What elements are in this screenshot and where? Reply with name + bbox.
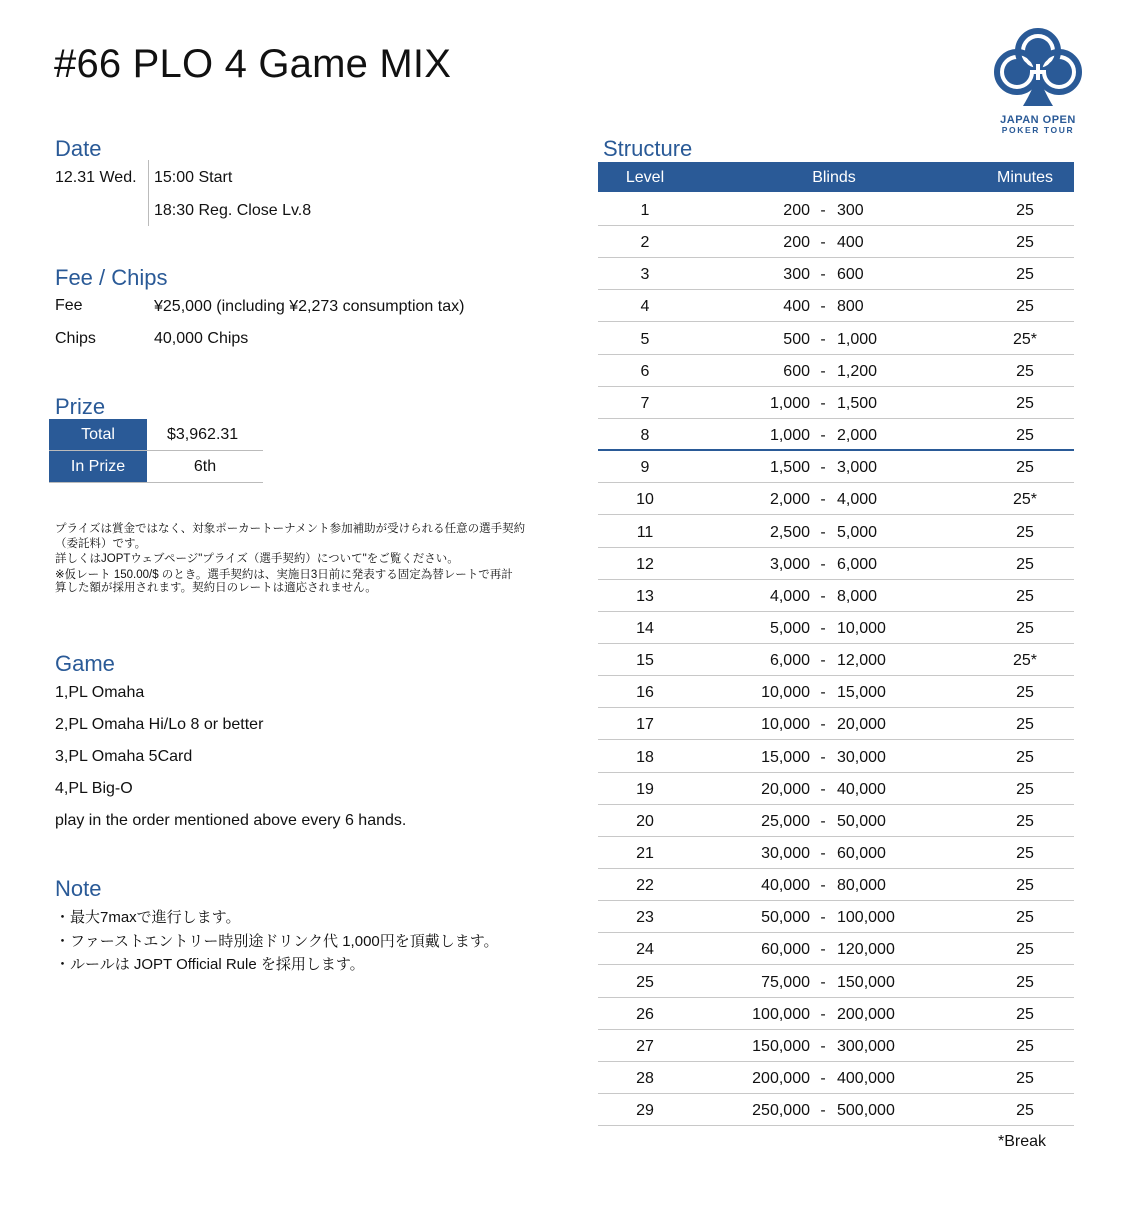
blind-separator: - (820, 780, 826, 798)
date-heading: Date (55, 136, 102, 161)
table-row (598, 805, 1074, 837)
small-blind-cell: 40,000 (761, 877, 810, 895)
big-blind-cell: 120,000 (837, 941, 895, 959)
small-blind-cell: 10,000 (761, 716, 810, 734)
big-blind-cell: 200,000 (837, 1005, 895, 1023)
blind-separator: - (820, 1102, 826, 1120)
level-cell: 28 (636, 1070, 654, 1088)
prize-inprize-label: In Prize (49, 451, 147, 482)
prize-note-line: ※仮レート 150.00/$ のとき。選手契約は、実施日3日前に発表する固定為替レートで再計 (55, 568, 513, 581)
prize-inprize-row (49, 451, 263, 483)
level-cell: 6 (640, 362, 650, 380)
page-title: #66 PLO 4 Game MIX (54, 42, 452, 86)
table-row (598, 966, 1074, 998)
club-logo-icon (993, 26, 1083, 112)
blind-separator: - (820, 523, 826, 541)
prize-note-line: （委託料）です。 (55, 537, 147, 550)
blind-separator: - (820, 362, 826, 380)
minutes-cell: 25 (1016, 1102, 1034, 1120)
minutes-cell: 25 (1016, 234, 1034, 252)
small-blind-cell: 4,000 (769, 587, 810, 605)
row-divider (598, 1125, 1074, 1126)
minutes-cell: 25 (1016, 1037, 1034, 1055)
blind-separator: - (820, 491, 826, 509)
small-blind-cell: 6,000 (769, 652, 810, 670)
table-row (598, 837, 1074, 869)
column-header-minutes: Minutes (996, 169, 1054, 186)
table-row (598, 580, 1074, 612)
big-blind-cell: 40,000 (837, 780, 886, 798)
small-blind-cell: 20,000 (761, 780, 810, 798)
big-blind-cell: 12,000 (837, 652, 886, 670)
minutes-cell: 25 (1016, 427, 1034, 445)
prize-note-line: 詳しくはJOPTウェブページ"プライズ（選手契約）について"をご覧ください。 (55, 553, 459, 565)
small-blind-cell: 2,500 (769, 523, 810, 541)
date-divider (148, 160, 149, 226)
level-cell: 9 (640, 459, 650, 477)
small-blind-cell: 600 (783, 362, 810, 380)
level-cell: 15 (636, 652, 654, 670)
blind-separator: - (820, 716, 826, 734)
prize-disclaimer (55, 522, 555, 597)
table-row (598, 387, 1074, 419)
blind-separator: - (820, 1037, 826, 1055)
big-blind-cell: 4,000 (837, 491, 878, 509)
date-reg-close: 18:30 Reg. Close Lv.8 (154, 202, 312, 219)
minutes-cell: 25 (1016, 459, 1034, 477)
big-blind-cell: 400,000 (837, 1070, 895, 1088)
game-item: 3,PL Omaha 5Card (55, 748, 193, 765)
blind-separator: - (820, 1005, 826, 1023)
small-blind-cell: 150,000 (752, 1037, 810, 1055)
table-row (598, 1062, 1074, 1094)
small-blind-cell: 300 (783, 266, 810, 284)
big-blind-cell: 300 (837, 202, 864, 219)
prize-note-line: プライズは賞金ではなく、対象ポーカートーナメント参加補助が受けられる任意の選手契約 (55, 523, 526, 535)
table-row (598, 869, 1074, 901)
minutes-cell: 25 (1016, 909, 1034, 927)
blind-separator: - (820, 845, 826, 862)
game-item: 4,PL Big-O (55, 780, 133, 797)
level-cell: 27 (636, 1037, 654, 1055)
big-blind-cell: 10,000 (837, 619, 886, 637)
prize-total-value: $3,962.31 (167, 426, 239, 443)
minutes-cell: 25 (1016, 202, 1034, 219)
minutes-cell: 25 (1016, 780, 1034, 798)
level-cell: 29 (636, 1102, 654, 1120)
big-blind-cell: 20,000 (837, 716, 886, 734)
level-cell: 19 (636, 780, 654, 798)
table-row (598, 323, 1074, 355)
table-row (598, 1030, 1074, 1062)
minutes-cell: 25* (1012, 330, 1038, 348)
game-item: 2,PL Omaha Hi/Lo 8 or better (55, 716, 264, 733)
level-cell: 8 (640, 427, 650, 445)
level-cell: 14 (636, 619, 654, 637)
blind-separator: - (820, 459, 826, 477)
level-cell: 21 (636, 845, 654, 862)
table-row (598, 901, 1074, 933)
blind-separator: - (820, 684, 826, 702)
table-row (598, 516, 1074, 548)
level-cell: 7 (640, 394, 650, 412)
level-cell: 16 (636, 684, 654, 702)
game-item: 1,PL Omaha (55, 684, 145, 701)
level-cell: 12 (636, 555, 654, 573)
small-blind-cell: 10,000 (761, 684, 810, 702)
minutes-cell: 25 (1016, 684, 1034, 702)
blind-separator: - (820, 941, 826, 959)
divider (49, 482, 263, 483)
level-cell: 11 (636, 523, 654, 541)
level-cell: 1 (640, 202, 650, 219)
table-row (598, 419, 1074, 451)
blind-separator: - (820, 1070, 826, 1088)
blind-separator: - (820, 202, 826, 219)
level-cell: 3 (640, 266, 650, 284)
table-row (598, 644, 1074, 676)
logo-text-line2: POKER TOUR (1001, 125, 1075, 135)
small-blind-cell: 100,000 (752, 1005, 810, 1023)
blind-separator: - (820, 555, 826, 573)
big-blind-cell: 50,000 (837, 812, 886, 830)
small-blind-cell: 25,000 (761, 812, 810, 830)
minutes-cell: 25 (1016, 845, 1034, 862)
chips-label: Chips (55, 330, 96, 347)
small-blind-cell: 200 (783, 234, 810, 252)
level-cell: 18 (636, 748, 654, 766)
blind-separator: - (820, 587, 826, 605)
small-blind-cell: 1,000 (769, 427, 810, 445)
prize-note-line: 算した額が採用されます。契約日のレートは適応されません。 (55, 582, 377, 594)
level-cell: 4 (640, 298, 650, 316)
blind-separator: - (820, 298, 826, 316)
small-blind-cell: 1,000 (769, 394, 810, 412)
big-blind-cell: 80,000 (837, 877, 886, 895)
small-blind-cell: 1,500 (769, 459, 810, 477)
big-blind-cell: 150,000 (837, 973, 895, 991)
small-blind-cell: 5,000 (769, 619, 810, 637)
big-blind-cell: 1,200 (837, 362, 878, 380)
big-blind-cell: 500,000 (837, 1102, 895, 1120)
fee-label: Fee (55, 297, 83, 314)
big-blind-cell: 8,000 (837, 587, 878, 605)
level-cell: 25 (636, 973, 654, 991)
big-blind-cell: 5,000 (837, 523, 878, 541)
game-order-note: play in the order mentioned above every 6 hands. (55, 812, 407, 829)
table-row (598, 290, 1074, 322)
date-day: 12.31 Wed. (55, 169, 137, 186)
fee-heading: Fee / Chips (55, 265, 168, 290)
column-header-level: Level (625, 169, 665, 186)
prize-heading: Prize (55, 394, 106, 419)
big-blind-cell: 400 (837, 234, 864, 252)
big-blind-cell: 6,000 (837, 555, 878, 573)
structure-table-header (598, 162, 1074, 192)
minutes-cell: 25 (1016, 812, 1034, 830)
table-row (598, 483, 1074, 515)
level-cell: 5 (640, 330, 650, 348)
small-blind-cell: 200 (783, 202, 810, 219)
blind-separator: - (820, 330, 826, 348)
big-blind-cell: 15,000 (837, 684, 886, 702)
small-blind-cell: 3,000 (769, 555, 810, 573)
minutes-cell: 25 (1016, 394, 1034, 412)
small-blind-cell: 50,000 (761, 909, 810, 927)
minutes-cell: 25 (1016, 266, 1034, 284)
note-item: ・ファーストエントリー時別途ドリンク代 1,000円を頂戴します。 (55, 933, 499, 950)
prize-total-label: Total (49, 419, 147, 450)
blind-separator: - (820, 266, 826, 284)
level-cell: 26 (636, 1005, 654, 1023)
minutes-cell: 25 (1016, 941, 1034, 959)
blind-separator: - (820, 619, 826, 637)
prize-inprize-value: 6th (193, 458, 217, 475)
minutes-cell: 25* (1012, 652, 1038, 670)
small-blind-cell: 60,000 (761, 941, 810, 959)
small-blind-cell: 200,000 (752, 1070, 810, 1088)
small-blind-cell: 30,000 (761, 845, 810, 862)
small-blind-cell: 75,000 (761, 973, 810, 991)
level-cell: 20 (636, 812, 654, 830)
prize-total-row (49, 419, 263, 451)
minutes-cell: 25 (1016, 1005, 1034, 1023)
table-row (598, 773, 1074, 805)
table-row (598, 741, 1074, 773)
minutes-cell: 25 (1016, 523, 1034, 541)
big-blind-cell: 800 (837, 298, 864, 316)
chips-value: 40,000 Chips (154, 330, 249, 347)
big-blind-cell: 100,000 (837, 909, 895, 927)
blind-separator: - (820, 748, 826, 766)
minutes-cell: 25 (1016, 619, 1034, 637)
blind-separator: - (820, 427, 826, 445)
minutes-cell: 25 (1016, 587, 1034, 605)
logo-text-line1: JAPAN OPEN (1000, 114, 1076, 126)
note-item: ・最大7maxで進行します。 (55, 909, 241, 926)
big-blind-cell: 60,000 (837, 845, 886, 862)
minutes-cell: 25 (1016, 1070, 1034, 1088)
level-cell: 22 (636, 877, 654, 895)
blind-separator: - (820, 234, 826, 252)
table-row (598, 355, 1074, 387)
small-blind-cell: 15,000 (761, 748, 810, 766)
table-row (598, 708, 1074, 740)
small-blind-cell: 500 (783, 330, 810, 348)
minutes-cell: 25 (1016, 716, 1034, 734)
big-blind-cell: 1,000 (837, 330, 878, 348)
minutes-cell: 25 (1016, 362, 1034, 380)
big-blind-cell: 3,000 (837, 459, 878, 477)
date-start: 15:00 Start (154, 169, 233, 186)
blind-separator: - (820, 394, 826, 412)
table-row (598, 451, 1074, 483)
minutes-cell: 25* (1012, 491, 1038, 509)
big-blind-cell: 1,500 (837, 394, 878, 412)
small-blind-cell: 250,000 (752, 1102, 810, 1120)
level-cell: 23 (636, 909, 654, 927)
minutes-cell: 25 (1016, 973, 1034, 991)
table-row (598, 612, 1074, 644)
level-cell: 13 (636, 587, 654, 605)
minutes-cell: 25 (1016, 748, 1034, 766)
small-blind-cell: 2,000 (769, 491, 810, 509)
big-blind-cell: 30,000 (837, 748, 886, 766)
table-row (598, 194, 1074, 226)
note-item: ・ルールは JOPT Official Rule を採用します。 (55, 956, 365, 973)
level-cell: 24 (636, 941, 654, 959)
big-blind-cell: 2,000 (837, 427, 878, 445)
blind-separator: - (820, 652, 826, 670)
minutes-cell: 25 (1016, 298, 1034, 316)
note-heading: Note (55, 876, 102, 901)
table-row (598, 226, 1074, 258)
table-row (598, 1094, 1074, 1126)
level-cell: 17 (636, 716, 654, 734)
blind-separator: - (820, 909, 826, 927)
fee-value: ¥25,000 (including ¥2,273 consumption tax) (154, 298, 465, 315)
table-row (598, 998, 1074, 1030)
blind-separator: - (820, 973, 826, 991)
level-cell: 10 (636, 491, 654, 509)
blind-separator: - (820, 877, 826, 895)
jopt-logo (993, 26, 1083, 136)
table-row (598, 676, 1074, 708)
game-heading: Game (55, 651, 115, 676)
table-row (598, 258, 1074, 290)
table-row (598, 548, 1074, 580)
big-blind-cell: 300,000 (837, 1037, 895, 1055)
level-cell: 2 (640, 234, 650, 252)
table-row (598, 933, 1074, 965)
small-blind-cell: 400 (783, 298, 810, 316)
minutes-cell: 25 (1016, 877, 1034, 895)
minutes-cell: 25 (1016, 555, 1034, 573)
blind-separator: - (820, 812, 826, 830)
big-blind-cell: 600 (837, 266, 864, 284)
column-header-blinds: Blinds (812, 169, 856, 186)
break-footnote: *Break (998, 1133, 1047, 1150)
structure-heading: Structure (603, 136, 693, 161)
